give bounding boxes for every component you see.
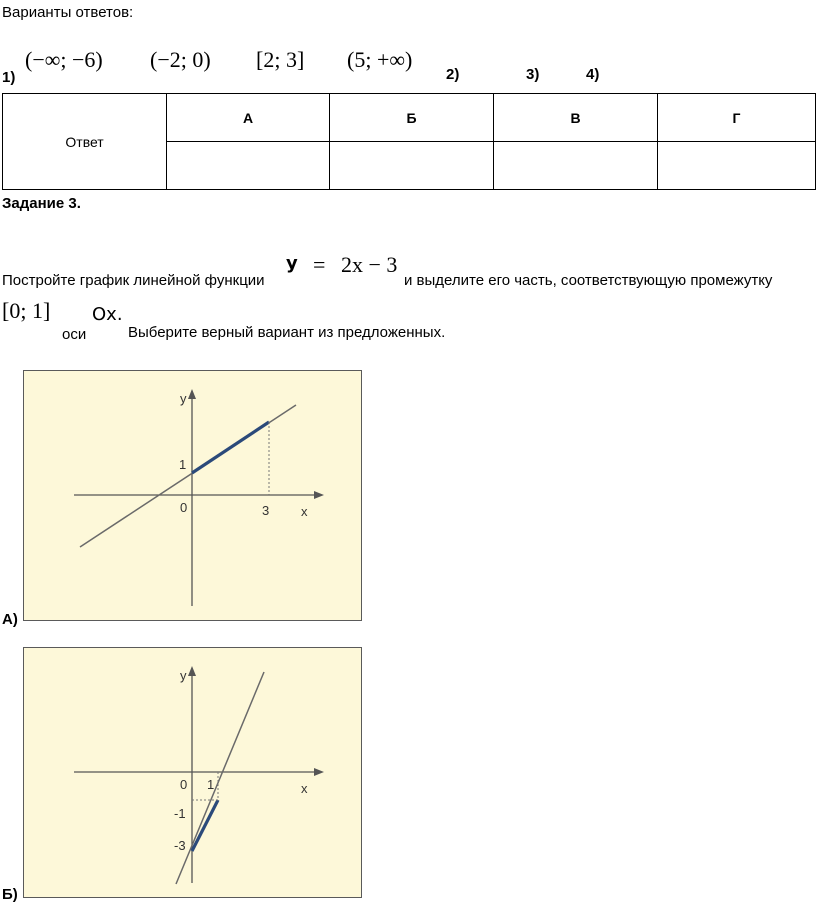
graph-b-highlighted-segment (192, 800, 218, 851)
formula-equals: = (313, 252, 326, 277)
graph-a-x-arrow (314, 491, 324, 499)
variants-heading: Варианты ответов: (2, 4, 134, 21)
task3-text-after: и выделите его часть, соответствующую промежутку (404, 272, 773, 289)
answer-cell-v[interactable] (494, 142, 658, 190)
answer-cell-a[interactable] (167, 142, 330, 190)
option-2-number: 2) (446, 66, 460, 83)
graph-b-function-line (176, 672, 264, 884)
answer-row-label: Ответ (3, 94, 167, 190)
answer-col-a: А (167, 94, 330, 142)
graph-a-y-arrow (188, 389, 196, 399)
option-4-interval: (5; +∞) (347, 47, 413, 72)
task3-title: Задание 3. (2, 195, 81, 212)
graph-b-y-tick-2: -3 (174, 838, 186, 853)
formula-y: у (286, 253, 298, 274)
graph-a[interactable] (23, 370, 362, 621)
graph-a-origin-label: 0 (180, 500, 188, 515)
answer-table (2, 93, 816, 190)
graph-a-y-label: y (180, 391, 187, 406)
answer-col-b: Б (330, 94, 494, 142)
graph-b-y-label: y (180, 668, 187, 683)
graph-b-x-tick: 1 (207, 777, 215, 792)
answer-col-v: В (494, 94, 658, 142)
task3-interval: [0; 1] (2, 298, 51, 323)
option-3-number: 3) (526, 66, 540, 83)
graph-a-x-tick: 3 (262, 503, 270, 518)
graph-a-x-label: x (301, 504, 308, 519)
option-4-number: 4) (586, 66, 600, 83)
graph-a-option-label: А) (2, 611, 18, 628)
graph-b-x-arrow (314, 768, 324, 776)
graph-a-highlighted-segment (192, 422, 269, 473)
graph-b-x-label: x (301, 781, 308, 796)
graph-b[interactable] (23, 647, 362, 898)
task3-axis-word: оси (62, 326, 87, 343)
graph-b-y-tick-1: -1 (174, 806, 186, 821)
task3-instruction: Выберите верный вариант из предложенных. (128, 324, 446, 341)
option-1-interval: (−∞; −6) (25, 47, 103, 72)
formula-rhs: 2х − 3 (341, 252, 398, 277)
graph-b-y-arrow (188, 666, 196, 676)
graph-b-origin-label: 0 (180, 777, 188, 792)
option-2-interval: (−2; 0) (150, 47, 211, 72)
answer-col-g: Г (658, 94, 816, 142)
option-1-number: 1) (2, 69, 16, 86)
answer-cell-g[interactable] (658, 142, 816, 190)
answer-cell-b[interactable] (330, 142, 494, 190)
graph-b-option-label: Б) (2, 886, 18, 903)
option-3-interval: [2; 3] (256, 47, 305, 72)
graph-a-y-tick: 1 (179, 457, 187, 472)
task3-axis-name: Ох. (92, 304, 123, 325)
task3-text-before: Постройте график линейной функции (2, 272, 265, 289)
